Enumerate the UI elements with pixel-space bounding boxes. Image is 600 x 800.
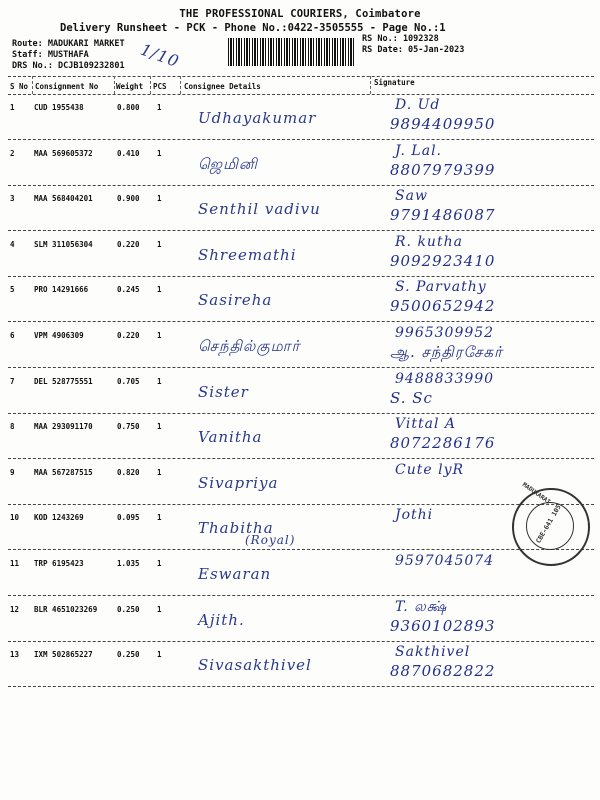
row-divider bbox=[8, 595, 594, 596]
row-consignee: Sivasakthivel bbox=[198, 656, 312, 674]
row-consignee: Udhayakumar bbox=[198, 109, 317, 127]
row-signature-phone: 8870682822 bbox=[390, 662, 496, 680]
row-pcs: 1 bbox=[157, 103, 162, 112]
row-consignee: Sasireha bbox=[198, 291, 273, 309]
row-sno: 13 bbox=[10, 650, 20, 659]
row-weight: 0.220 bbox=[117, 331, 140, 340]
row-weight: 0.410 bbox=[117, 149, 140, 158]
row-divider bbox=[8, 139, 594, 140]
row-signature-phone: 8807979399 bbox=[390, 161, 496, 179]
document-title: THE PROFESSIONAL COURIERS, Coimbatore bbox=[179, 8, 421, 20]
header-top-rule bbox=[8, 76, 594, 77]
row-consignment-no: CUD 1955438 bbox=[34, 103, 84, 112]
row-divider bbox=[8, 413, 594, 414]
row-consignment-no: VPM 4906309 bbox=[34, 331, 84, 340]
row-weight: 0.095 bbox=[117, 513, 140, 522]
col-header-weight: Weight bbox=[116, 82, 144, 91]
row-signature: Vittal A bbox=[395, 416, 456, 432]
handwritten-count: 1/10 bbox=[137, 39, 182, 72]
row-pcs: 1 bbox=[157, 149, 162, 158]
row-signature-phone: 9092923410 bbox=[390, 252, 496, 270]
rs-date: RS Date: 05-Jan-2023 bbox=[362, 45, 465, 55]
row-weight: 0.900 bbox=[117, 194, 140, 203]
row-consignee: Sister bbox=[198, 383, 249, 401]
row-divider bbox=[8, 458, 594, 459]
row-signature: S. Parvathy bbox=[395, 279, 487, 295]
row-signature-phone: ஆ. சந்திரசேகர் bbox=[390, 343, 503, 361]
row-divider bbox=[8, 185, 594, 186]
row-consignee: Senthil vadivu bbox=[198, 200, 321, 218]
row-pcs: 1 bbox=[157, 513, 162, 522]
barcode bbox=[228, 38, 354, 66]
row-weight: 0.750 bbox=[117, 422, 140, 431]
row-divider bbox=[8, 367, 594, 368]
row-signature: R. kutha bbox=[395, 234, 463, 250]
row-signature-phone: 8072286176 bbox=[390, 434, 496, 452]
row-weight: 0.705 bbox=[117, 377, 140, 386]
row-sno: 5 bbox=[10, 285, 15, 294]
row-consignment-no: SLM 311056304 bbox=[34, 240, 93, 249]
row-signature: Jothi bbox=[395, 507, 434, 523]
row-signature: D. Ud bbox=[395, 97, 441, 113]
row-weight: 0.250 bbox=[117, 605, 140, 614]
row-sno: 3 bbox=[10, 194, 15, 203]
stamp-code: CBE-641 105 bbox=[534, 503, 563, 545]
row-signature-phone: 9791486087 bbox=[390, 206, 496, 224]
row-consignee: Sivapriya bbox=[198, 474, 279, 492]
header-bottom-rule bbox=[8, 94, 594, 95]
row-consignment-no: MAA 569605372 bbox=[34, 149, 93, 158]
row-sno: 2 bbox=[10, 149, 15, 158]
row-consignment-no: MAA 293091170 bbox=[34, 422, 93, 431]
row-consignment-no: KOD 1243269 bbox=[34, 513, 84, 522]
row-sno: 12 bbox=[10, 605, 20, 614]
row-consignee: Shreemathi bbox=[198, 246, 297, 264]
row-pcs: 1 bbox=[157, 331, 162, 340]
col-header-consignee: Consignee Details bbox=[184, 82, 261, 91]
row-pcs: 1 bbox=[157, 194, 162, 203]
row-consignment-no: MAA 567287515 bbox=[34, 468, 93, 477]
row-sno: 11 bbox=[10, 559, 20, 568]
stamp-text: MADUKARAI bbox=[520, 481, 552, 506]
row-signature-phone: 9500652942 bbox=[390, 297, 496, 315]
row-divider bbox=[8, 230, 594, 231]
row-weight: 0.245 bbox=[117, 285, 140, 294]
row-weight: 1.035 bbox=[117, 559, 140, 568]
row-sno: 1 bbox=[10, 103, 15, 112]
row-sno: 4 bbox=[10, 240, 15, 249]
row-pcs: 1 bbox=[157, 377, 162, 386]
row-consignment-no: BLR 4651023269 bbox=[34, 605, 98, 614]
row-signature-phone: 9894409950 bbox=[390, 115, 496, 133]
row-pcs: 1 bbox=[157, 468, 162, 477]
row-signature-phone: 9360102893 bbox=[390, 617, 496, 635]
row-sno: 6 bbox=[10, 331, 15, 340]
col-header-signature: Signature bbox=[374, 78, 415, 87]
row-pcs: 1 bbox=[157, 422, 162, 431]
row-signature: Sakthivel bbox=[395, 644, 471, 660]
row-consignment-no: PRO 14291666 bbox=[34, 285, 89, 294]
row-signature: 9597045074 bbox=[395, 553, 495, 569]
row-sno: 7 bbox=[10, 377, 15, 386]
row-divider bbox=[8, 321, 594, 322]
row-signature: T. லக்ஷ் bbox=[395, 599, 448, 615]
row-weight: 0.820 bbox=[117, 468, 140, 477]
row-signature: 9488833990 bbox=[395, 371, 495, 387]
row-signature: Saw bbox=[395, 188, 428, 204]
document-subtitle: Delivery Runsheet - PCK - Phone No.:0422-3505555 - Page No.:1 bbox=[60, 22, 446, 34]
row-signature: 9965309952 bbox=[395, 325, 495, 341]
rs-number: RS No.: 1092328 bbox=[362, 34, 439, 44]
route-label: Route: MADUKARI MARKET bbox=[12, 39, 125, 49]
row-consignment-no: MAA 568404201 bbox=[34, 194, 93, 203]
row-pcs: 1 bbox=[157, 559, 162, 568]
row-divider bbox=[8, 641, 594, 642]
col-header-pcs: PCS bbox=[153, 82, 167, 91]
row-consignee: Vanitha bbox=[198, 428, 263, 446]
row-consignee: Eswaran bbox=[198, 565, 272, 583]
col-header-consignment: Consignment No bbox=[35, 82, 99, 91]
col-header-sno: S No bbox=[10, 82, 29, 91]
row-pcs: 1 bbox=[157, 285, 162, 294]
row-divider bbox=[8, 549, 594, 550]
drs-number: DRS No.: DCJB109232801 bbox=[12, 61, 125, 71]
row-pcs: 1 bbox=[157, 605, 162, 614]
row-sno: 8 bbox=[10, 422, 15, 431]
row-sno: 10 bbox=[10, 513, 20, 522]
row-divider bbox=[8, 686, 594, 687]
row-signature: J. Lal. bbox=[395, 143, 442, 159]
row-pcs: 1 bbox=[157, 650, 162, 659]
row-consignee: ஜெமினி bbox=[198, 155, 258, 173]
row-weight: 0.250 bbox=[117, 650, 140, 659]
staff-label: Staff: MUSTHAFA bbox=[12, 50, 89, 60]
row-weight: 0.800 bbox=[117, 103, 140, 112]
row-signature: Cute lyR bbox=[395, 462, 465, 478]
row-consignee: செந்தில்குமார் bbox=[198, 337, 301, 355]
row-consignee: Thabitha bbox=[198, 519, 274, 537]
row-weight: 0.220 bbox=[117, 240, 140, 249]
row-sno: 9 bbox=[10, 468, 15, 477]
row-consignee-note: (Royal) bbox=[245, 533, 296, 547]
row-divider bbox=[8, 276, 594, 277]
row-consignment-no: IXM 502865227 bbox=[34, 650, 93, 659]
row-consignment-no: TRP 6195423 bbox=[34, 559, 84, 568]
row-divider bbox=[8, 504, 594, 505]
row-consignment-no: DEL 528775551 bbox=[34, 377, 93, 386]
row-consignee: Ajith. bbox=[198, 611, 245, 629]
row-signature-phone: S. Sc bbox=[390, 389, 433, 407]
row-pcs: 1 bbox=[157, 240, 162, 249]
